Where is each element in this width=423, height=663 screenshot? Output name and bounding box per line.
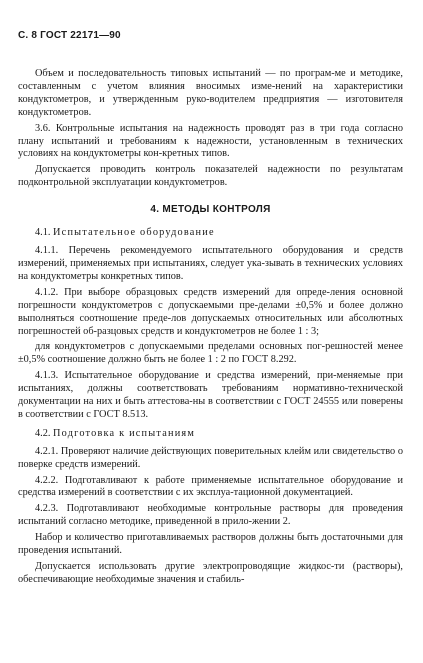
paragraph-4-1-1: 4.1.1. Перечень рекомендуемого испытательного оборудования и средств измерений, применяемых при испытаниях, следует ука-зывать в технических условиях на кондуктометры конкретных типов. <box>18 245 403 282</box>
subheading-title: Испытательное оборудование <box>53 227 215 239</box>
paragraph-4-1-2: 4.1.2. При выборе образцовых средств измерений для опреде-ления основной погрешности кондуктометров с допускаемыми пре-делами ±0,5% и более должно выполняться соотношение преде-лов допускаемых относительных или абсолютных погрешностей об-разцовых средств и кондуктометров не более 1 : 3; <box>18 286 403 337</box>
paragraph-4-1-2-cont: для кондуктометров с допускаемыми пределами основных пог-решностей менее ±0,5% соотношение должно быть не более 1 : 2 по ГОСТ 8.292. <box>18 341 403 366</box>
page-header: С. 8 ГОСТ 22171—90 <box>18 30 121 41</box>
section-title: 4. МЕТОДЫ КОНТРОЛЯ <box>150 204 271 216</box>
paragraph-program: Объем и последовательность типовых испытаний — по програм-ме и методике, составленным с учетом влияния вносимых изме-нений на характеристики кондуктометров, и утвержденным руко-водителем предприятия — изготовителя кондуктометров. <box>18 68 403 118</box>
paragraph-4-2-2: 4.2.2. Подготавливают к работе применяемые испытательное оборудование и средства измерений в соответствии с их эксплуа-тационной документацией. <box>18 474 403 499</box>
paragraph-solutions-set: Набор и количество приготавливаемых растворов должны быть достаточными для проведения испытаний. <box>18 532 403 557</box>
subheading-number: 4.2. <box>35 427 51 439</box>
paragraph-other-liquids: Допускается использовать другие электропроводящие жидкос-ти (растворы), обеспечивающие необходимые значения и стабиль- <box>18 561 403 585</box>
subheading-4-1 <box>18 227 403 240</box>
paragraph-reliability-control: Допускается проводить контроль показателей надежности по результатам подконтрольной эксплуатации кондуктометров. <box>18 164 403 189</box>
paragraph-3-6: 3.6. Контрольные испытания на надежность проводят раз в три года согласно плану испытаний и требованиям к надежности, установленным в технических условиях на кондуктометры кон-кретных типов. <box>18 122 403 160</box>
subheading-title: Подготовка к испытаниям <box>53 427 196 439</box>
paragraph-4-2-1: 4.2.1. Проверяют наличие действующих поверительных клейм или свидетельство о поверке средств измерений. <box>18 445 403 470</box>
paragraph-4-2-3: 4.2.3. Подготавливают необходимые контрольные растворы для проведения испытаний согласно методике, приведенной в прило-жении 2. <box>18 503 403 528</box>
subheading-number: 4.1. <box>35 227 51 239</box>
subheading-4-2 <box>18 428 403 441</box>
paragraph-4-1-3: 4.1.3. Испытательное оборудование и средства измерений, при-меняемые при испытаниях, должны соответствовать требованиям нормативно-технической документации на них и быть аттестова-ны в соответствии с ГОСТ 24555 или поверены в соответствии с ГОСТ 8.513. <box>18 370 403 420</box>
document-page <box>18 30 403 587</box>
